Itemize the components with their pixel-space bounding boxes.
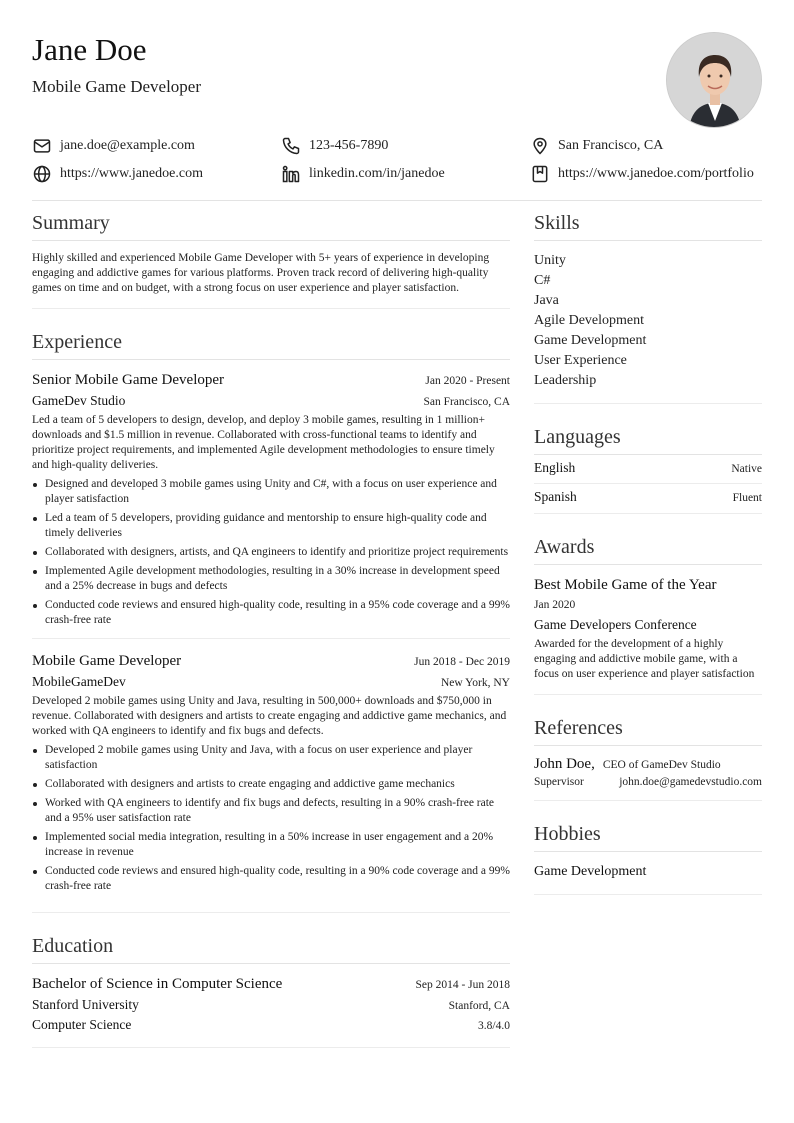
job-divider (32, 638, 510, 639)
language-row (534, 484, 762, 513)
contact-location (530, 134, 663, 158)
bullet-item: Conducted code reviews and ensured high-quality code, resulting in a 90% code coverage and a 99% crash-free rate (32, 864, 510, 894)
job-description: Led a team of 5 developers to design, develop, and deploy 3 mobile games, resulting in 1 million+ downloads and $1.5 million in revenue. Collaborated with cross-functional teams to identify and prioritize project requirements, and implemented Agile development methodologies to ensure timely and high-quality deliveries. (32, 414, 495, 471)
field-of-study: Computer Science (32, 1017, 132, 1032)
award-date: Jan 2020 (534, 599, 576, 611)
contact-portfolio[interactable] (530, 162, 754, 186)
language-name: English (534, 460, 576, 475)
portfolio-text: https://www.janedoe.com/portfolio (558, 166, 754, 181)
award-description: Awarded for the development of a highly engaging and addictive mobile game, with a focus on user experience and player satisfaction (534, 638, 755, 680)
contact-phone[interactable] (281, 134, 388, 158)
language-level: Native (731, 463, 762, 475)
job-company: GameDev Studio (32, 393, 126, 408)
bullet-item: Developed 2 mobile games using Unity and Java, with a focus on user experience and player satisfaction (32, 743, 510, 773)
education-section (32, 929, 510, 1048)
hobby-item: Game Development (534, 864, 647, 879)
experience-section (32, 325, 510, 913)
award-organization: Game Developers Conference (534, 617, 697, 632)
bullet-item: Collaborated with designers and artists to create engaging and addictive game mechanics (32, 777, 510, 792)
job-title: Senior Mobile Game Developer (32, 372, 225, 388)
profile-photo (667, 33, 762, 128)
skill-item: C# (534, 273, 551, 288)
degree: Bachelor of Science in Computer Science (32, 976, 283, 992)
skill-item: User Experience (534, 353, 627, 368)
summary-heading: Summary (32, 206, 510, 241)
experience-heading: Experience (32, 325, 510, 360)
location-text: San Francisco, CA (558, 138, 664, 153)
skill-item: Java (534, 293, 559, 308)
skill-item: Leadership (534, 373, 597, 388)
job-title: Mobile Game Developer (32, 653, 182, 669)
resume-header (32, 32, 762, 128)
school: Stanford University (32, 997, 139, 1012)
gpa: 3.8/4.0 (478, 1020, 510, 1032)
contact-email[interactable] (32, 134, 195, 158)
header-divider (32, 200, 762, 201)
job-company: MobileGameDev (32, 674, 126, 689)
bullet-item: Conducted code reviews and ensured high-quality code, resulting in a 95% code coverage and a 99% crash-free rate (32, 598, 510, 628)
contact-info (32, 134, 762, 190)
language-row (534, 455, 762, 484)
bullet-item: Implemented Agile development methodologies, resulting in a 30% increase in development speed and a 25% decrease in bugs and defects (32, 564, 510, 594)
job-bullets (32, 743, 510, 894)
candidate-name: Jane Doe (32, 32, 147, 67)
job-entry (32, 370, 510, 628)
references-section (534, 711, 762, 801)
phone-icon (281, 136, 301, 156)
job-date: Jan 2020 - Present (425, 375, 510, 387)
reference-email[interactable]: john.doe@gamedevstudio.com (619, 776, 762, 788)
mail-icon (32, 136, 52, 156)
sidebar-column (534, 206, 762, 911)
linkedin-icon (281, 164, 301, 184)
school-location: Stanford, CA (448, 1000, 510, 1012)
job-date: Jun 2018 - Dec 2019 (414, 656, 510, 668)
awards-section (534, 530, 762, 695)
job-entry (32, 651, 510, 894)
location-icon (530, 136, 550, 156)
job-description: Developed 2 mobile games using Unity and Java, resulting in 500,000+ downloads and $750,000 in revenue. Collaborated with designers and artists to create engaging and addictive game mechanics, and worked with QA engineers to identify and fix bugs and defects. (32, 695, 507, 737)
website-text: https://www.janedoe.com (60, 166, 203, 181)
award-title: Best Mobile Game of the Year (534, 577, 717, 593)
education-date: Sep 2014 - Jun 2018 (415, 979, 510, 991)
linkedin-text: linkedin.com/in/janedoe (309, 166, 445, 181)
skills-heading: Skills (534, 206, 762, 241)
skill-item: Unity (534, 253, 566, 268)
reference-name: John Doe, (534, 756, 595, 772)
language-level: Fluent (732, 492, 762, 504)
bullet-item: Worked with QA engineers to identify and fix bugs and defects, resulting in a 90% crash-free rate and a 95% user satisfaction rate (32, 796, 510, 826)
contact-website[interactable] (32, 162, 203, 186)
skill-item: Agile Development (534, 313, 645, 328)
bullet-item: Collaborated with designers, artists, and QA engineers to identify and prioritize project requirements (32, 545, 510, 560)
globe-icon (32, 164, 52, 184)
skills-section (534, 206, 762, 404)
candidate-title: Mobile Game Developer (32, 77, 201, 96)
references-heading: References (534, 711, 762, 746)
job-bullets (32, 477, 510, 628)
phone-text: 123-456-7890 (309, 138, 389, 153)
email-text: jane.doe@example.com (60, 138, 195, 153)
languages-section (534, 420, 762, 514)
reference-position: CEO of GameDev Studio (602, 759, 721, 771)
awards-heading: Awards (534, 530, 762, 565)
summary-section (32, 206, 510, 309)
main-column (32, 206, 510, 1064)
bullet-item: Designed and developed 3 mobile games using Unity and C#, with a focus on user experience and player satisfaction (32, 477, 510, 507)
hobbies-heading: Hobbies (534, 817, 762, 852)
language-name: Spanish (534, 489, 577, 504)
avatar (666, 32, 762, 128)
hobbies-section (534, 817, 762, 895)
bullet-item: Led a team of 5 developers, providing guidance and mentorship to ensure high-quality code and timely deliveries (32, 511, 510, 541)
skill-item: Game Development (534, 333, 647, 348)
job-location: San Francisco, CA (423, 396, 510, 408)
languages-heading: Languages (534, 420, 762, 455)
summary-text: Highly skilled and experienced Mobile Game Developer with 5+ years of experience in developing engaging and addictive games for various platforms. Proven track record of delivering high-quality games on time and on budget, with a strong focus on user experience and player satisfaction. (32, 252, 490, 294)
reference-relation: Supervisor (534, 776, 584, 788)
bullet-item: Implemented social media integration, resulting in a 50% increase in user engagement and a 20% increase in revenue (32, 830, 510, 860)
education-heading: Education (32, 929, 510, 964)
job-location: New York, NY (440, 677, 510, 689)
contact-linkedin[interactable] (281, 162, 445, 186)
portfolio-icon (530, 164, 550, 184)
